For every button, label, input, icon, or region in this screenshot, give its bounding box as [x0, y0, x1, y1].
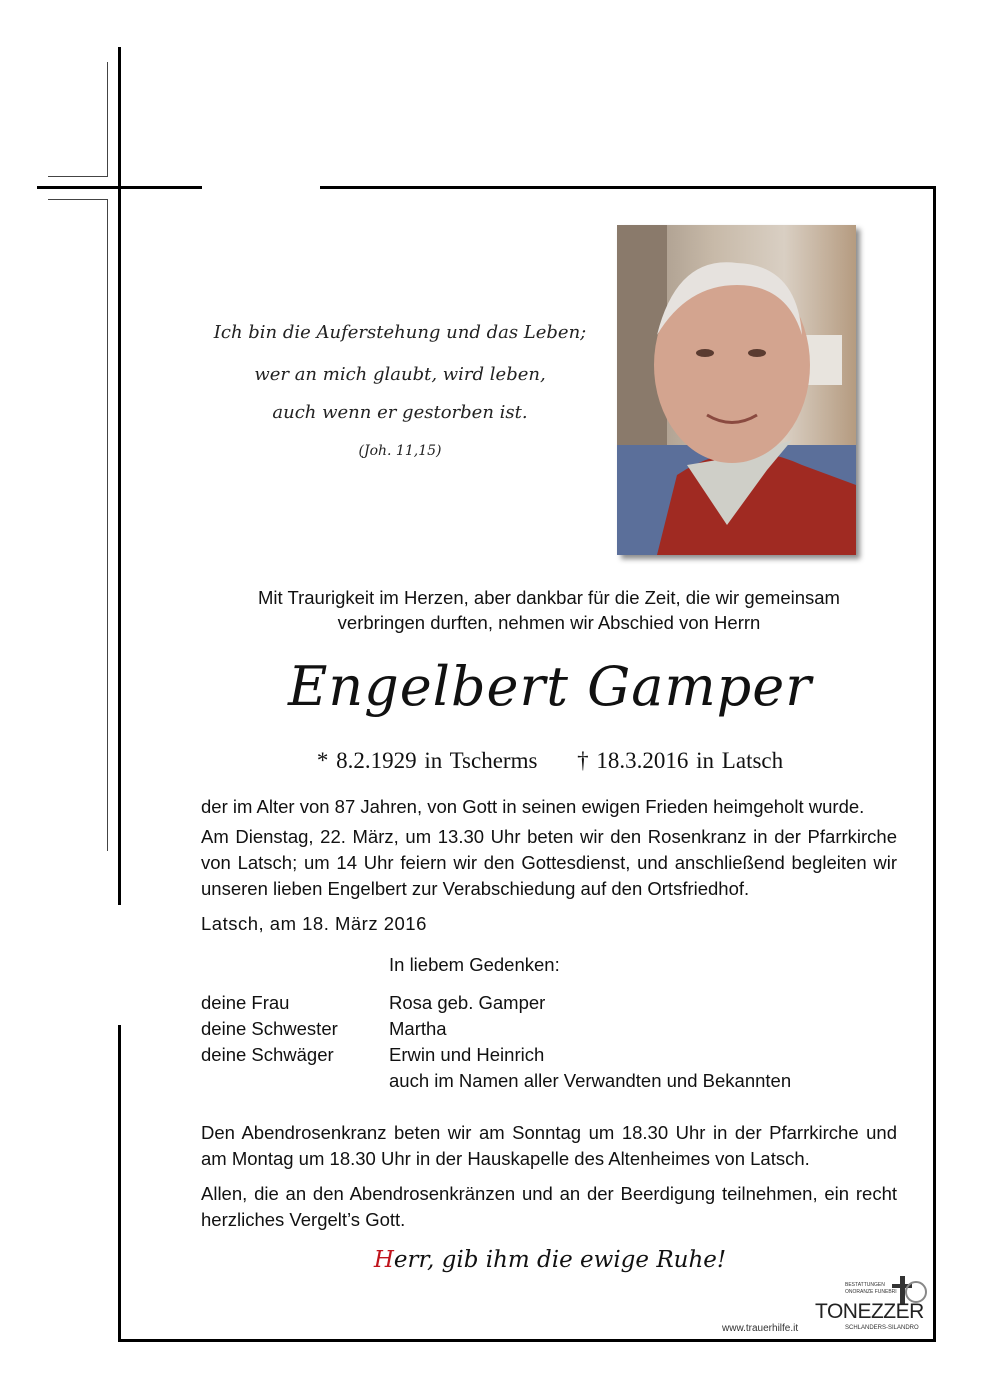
cross-thin-vertical-lower	[107, 199, 108, 851]
family-names: auch im Namen aller Verwandten und Bekannten	[389, 1070, 792, 1091]
quote-line-1: Ich bin die Auferstehung und das Leben;	[213, 322, 587, 343]
frame-left-lower	[118, 1025, 121, 1342]
logo-top-text-2: ONORANZE FUNEBRI	[845, 1289, 897, 1295]
quote-line-3: auch wenn er gestorben ist.	[272, 402, 528, 423]
body-paragraph-2: Am Dienstag, 22. März, um 13.30 Uhr beten wir den Rosenkranz in der Pfarrkirche von Latsch; um 14 Uhr feiern wir den Gottesdienst, und anschließend begleiten wir unseren lieben Engelbert zur Verabschiedung auf den Ortsfriedhof.	[201, 826, 897, 899]
cross-thin-horizontal-upper	[48, 176, 108, 177]
closing-initial: H	[373, 1247, 394, 1273]
cross-thin-vertical-upper	[107, 62, 108, 177]
family-relation: deine Frau	[201, 992, 290, 1013]
thanks-paragraph: Allen, die an den Abendrosenkränzen und an der Beerdigung teilnehmen, ein recht herzliches Vergelt’s Gott.	[201, 1183, 897, 1230]
quote-line-2: wer an mich glaubt, wird leben,	[254, 364, 546, 385]
frame-bottom	[118, 1339, 936, 1342]
cross-thin-horizontal-lower	[48, 199, 108, 200]
life-dates	[200, 748, 900, 774]
intro-line-1: Mit Traurigkeit im Herzen, aber dankbar für die Zeit, die wir gemeinsam	[258, 587, 840, 608]
funeral-home-logo	[812, 1280, 930, 1338]
closing-text: err, gib ihm die ewige Ruhe!	[393, 1247, 727, 1273]
cross-horizontal	[37, 186, 202, 189]
frame-top	[320, 186, 936, 189]
logo-top-text: BESTATTUNGEN	[845, 1282, 885, 1288]
death-date: † 18.3.2016 in Latsch	[577, 748, 784, 773]
memory-heading: In liebem Gedenken:	[389, 954, 560, 975]
family-relation: deine Schwäger	[201, 1044, 334, 1065]
closing-prayer	[200, 1247, 900, 1273]
family-relation: deine Schwester	[201, 1018, 338, 1039]
place-date: Latsch, am 18. März 2016	[201, 913, 427, 934]
family-names: Erwin und Heinrich	[389, 1044, 545, 1065]
logo-name: TONEZZER	[815, 1300, 924, 1323]
frame-right	[933, 186, 936, 1342]
intro-line-2: verbringen durften, nehmen wir Abschied von Herrn	[337, 612, 761, 633]
quote-reference: (Joh. 11,15)	[358, 443, 442, 459]
body-paragraph-1: der im Alter von 87 Jahren, von Gott in seinen ewigen Frieden heimgeholt wurde.	[201, 796, 865, 817]
deceased-name: Engelbert Gamper	[287, 655, 813, 718]
portrait-photo	[617, 225, 856, 555]
website-link[interactable]: www.trauerhilfe.it	[722, 1323, 799, 1334]
cross-vertical-upper	[118, 47, 121, 905]
family-names: Rosa geb. Gamper	[389, 992, 546, 1013]
birth-date: * 8.2.1929 in Tscherms	[316, 748, 538, 773]
rosary-paragraph: Den Abendrosenkranz beten wir am Sonntag um 18.30 Uhr in der Pfarrkirche und am Montag um 18.30 Uhr in der Hauskapelle des Altenheimes von Latsch.	[201, 1122, 897, 1169]
family-names: Martha	[389, 1018, 447, 1039]
logo-subtitle: SCHLANDERS-SILANDRO	[845, 1325, 919, 1331]
